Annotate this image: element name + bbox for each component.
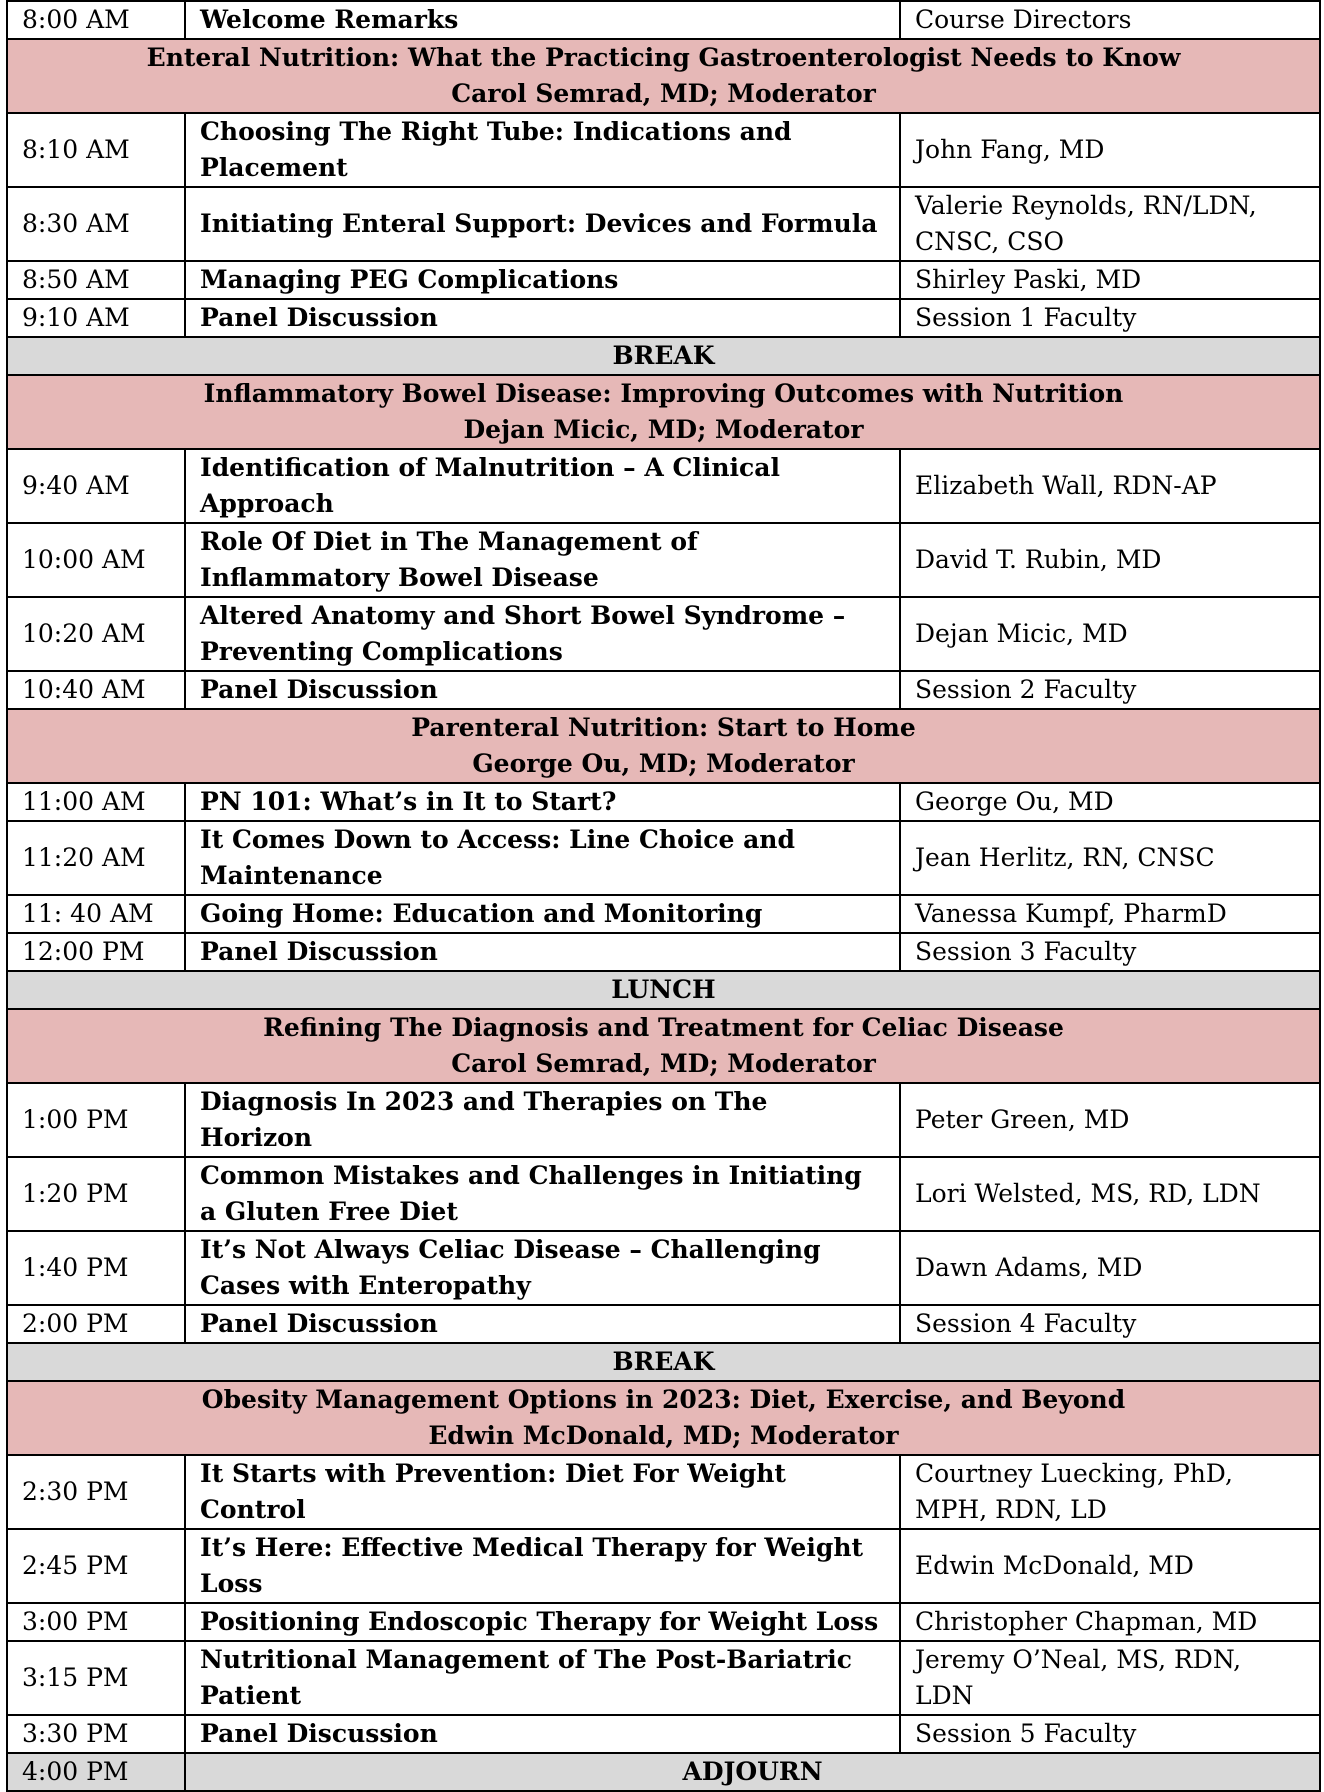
speaker-cell: Session 1 Faculty [900,299,1320,337]
session-moderator: Dejan Micic, MD; Moderator [463,415,864,444]
agenda-row [7,113,1320,187]
session-title: Inflammatory Bowel Disease: Improving Outcomes with Nutrition [203,379,1124,408]
time-cell: 11:00 AM [7,783,185,821]
speaker-cell: Edwin McDonald, MD [900,1529,1320,1603]
speaker-cell: George Ou, MD [900,783,1320,821]
speaker-cell: Lori Welsted, MS, RD, LDN [900,1157,1320,1231]
agenda-row [7,299,1320,337]
speaker-cell: Courtney Luecking, PhD, MPH, RDN, LD [900,1455,1320,1529]
break-label: BREAK [7,337,1320,375]
time-cell: 12:00 PM [7,933,185,971]
session-header [7,375,1320,449]
agenda-row [7,1641,1320,1715]
time-cell: 9:10 AM [7,299,185,337]
session-moderator: Carol Semrad, MD; Moderator [451,79,876,108]
talk-title: Diagnosis In 2023 and Therapies on The Horizon [185,1083,900,1157]
agenda-row [7,1455,1320,1529]
talk-title: Positioning Endoscopic Therapy for Weight Loss [185,1603,900,1641]
session-moderator: George Ou, MD; Moderator [472,749,855,778]
talk-title: Identification of Malnutrition – A Clinical Approach [185,449,900,523]
talk-title: Going Home: Education and Monitoring [185,895,900,933]
time-cell: 1:20 PM [7,1157,185,1231]
agenda-row [7,523,1320,597]
break-label: LUNCH [7,971,1320,1009]
talk-title: Panel Discussion [185,671,900,709]
session-header [7,1381,1320,1455]
talk-title: It’s Here: Effective Medical Therapy for Weight Loss [185,1529,900,1603]
time-cell: 8:10 AM [7,113,185,187]
agenda-table [6,0,1321,1792]
speaker-cell: Dejan Micic, MD [900,597,1320,671]
adjourn-row [7,1753,1320,1791]
talk-title: Nutritional Management of The Post-Bariatric Patient [185,1641,900,1715]
speaker-cell: Christopher Chapman, MD [900,1603,1320,1641]
session-header-cell [7,375,1320,449]
speaker-cell: Course Directors [900,1,1320,39]
agenda-row [7,261,1320,299]
talk-title: Role Of Diet in The Management of Inflammatory Bowel Disease [185,523,900,597]
break-row [7,337,1320,375]
session-header-cell [7,39,1320,113]
speaker-cell: Session 5 Faculty [900,1715,1320,1753]
time-cell: 4:00 PM [7,1753,185,1791]
session-header-cell [7,709,1320,783]
agenda-row [7,1715,1320,1753]
time-cell: 10:00 AM [7,523,185,597]
speaker-cell: Jean Herlitz, RN, CNSC [900,821,1320,895]
time-cell: 10:40 AM [7,671,185,709]
talk-title: PN 101: What’s in It to Start? [185,783,900,821]
time-cell: 2:45 PM [7,1529,185,1603]
time-cell: 3:15 PM [7,1641,185,1715]
time-cell: 3:00 PM [7,1603,185,1641]
agenda-row [7,1529,1320,1603]
talk-title: Choosing The Right Tube: Indications and Placement [185,113,900,187]
speaker-cell: John Fang, MD [900,113,1320,187]
session-title: Refining The Diagnosis and Treatment for Celiac Disease [263,1013,1064,1042]
agenda-row [7,1,1320,39]
agenda-row [7,895,1320,933]
adjourn-label: ADJOURN [185,1753,1320,1791]
speaker-cell: Vanessa Kumpf, PharmD [900,895,1320,933]
talk-title: Altered Anatomy and Short Bowel Syndrome – Preventing Complications [185,597,900,671]
break-row [7,1343,1320,1381]
speaker-cell: Valerie Reynolds, RN/LDN, CNSC, CSO [900,187,1320,261]
agenda-row [7,597,1320,671]
agenda-row [7,1305,1320,1343]
time-cell: 3:30 PM [7,1715,185,1753]
break-label: BREAK [7,1343,1320,1381]
talk-title: Common Mistakes and Challenges in Initiating a Gluten Free Diet [185,1157,900,1231]
talk-title: It’s Not Always Celiac Disease – Challenging Cases with Enteropathy [185,1231,900,1305]
speaker-cell: Dawn Adams, MD [900,1231,1320,1305]
talk-title: Initiating Enteral Support: Devices and Formula [185,187,900,261]
talk-title: It Comes Down to Access: Line Choice and Maintenance [185,821,900,895]
session-header-cell [7,1009,1320,1083]
talk-title: Panel Discussion [185,299,900,337]
talk-title: Panel Discussion [185,933,900,971]
session-moderator: Carol Semrad, MD; Moderator [451,1049,876,1078]
talk-title: Managing PEG Complications [185,261,900,299]
agenda-row [7,449,1320,523]
session-title: Parenteral Nutrition: Start to Home [411,713,916,742]
session-moderator: Edwin McDonald, MD; Moderator [428,1421,899,1450]
agenda-row [7,783,1320,821]
time-cell: 11:20 AM [7,821,185,895]
speaker-cell: Jeremy O’Neal, MS, RDN, LDN [900,1641,1320,1715]
talk-title: Panel Discussion [185,1305,900,1343]
talk-title: It Starts with Prevention: Diet For Weight Control [185,1455,900,1529]
agenda-row [7,187,1320,261]
talk-title: Welcome Remarks [185,1,900,39]
agenda-row [7,821,1320,895]
time-cell: 1:40 PM [7,1231,185,1305]
agenda-row [7,671,1320,709]
time-cell: 11: 40 AM [7,895,185,933]
session-header [7,39,1320,113]
talk-title: Panel Discussion [185,1715,900,1753]
speaker-cell: Peter Green, MD [900,1083,1320,1157]
speaker-cell: Session 4 Faculty [900,1305,1320,1343]
time-cell: 8:00 AM [7,1,185,39]
speaker-cell: Session 2 Faculty [900,671,1320,709]
session-title: Enteral Nutrition: What the Practicing Gastroenterologist Needs to Know [146,43,1181,72]
session-header-cell [7,1381,1320,1455]
time-cell: 9:40 AM [7,449,185,523]
time-cell: 10:20 AM [7,597,185,671]
agenda-row [7,933,1320,971]
session-header [7,1009,1320,1083]
speaker-cell: Elizabeth Wall, RDN-AP [900,449,1320,523]
time-cell: 8:30 AM [7,187,185,261]
agenda-row [7,1157,1320,1231]
agenda-row [7,1083,1320,1157]
break-row [7,971,1320,1009]
agenda-row [7,1231,1320,1305]
time-cell: 2:30 PM [7,1455,185,1529]
time-cell: 8:50 AM [7,261,185,299]
agenda-row [7,1603,1320,1641]
speaker-cell: Shirley Paski, MD [900,261,1320,299]
speaker-cell: Session 3 Faculty [900,933,1320,971]
speaker-cell: David T. Rubin, MD [900,523,1320,597]
session-title: Obesity Management Options in 2023: Diet, Exercise, and Beyond [201,1385,1126,1414]
time-cell: 1:00 PM [7,1083,185,1157]
time-cell: 2:00 PM [7,1305,185,1343]
session-header [7,709,1320,783]
